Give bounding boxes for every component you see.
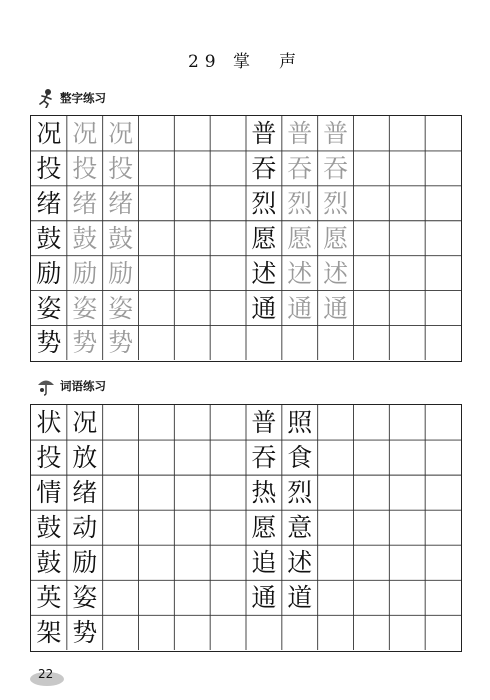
- grid-character-cell: 姿: [108, 293, 134, 323]
- practice-grid-word: [30, 404, 462, 652]
- grid-character-cell: 况: [36, 118, 62, 148]
- grid-character-cell: 普: [251, 118, 277, 148]
- grid-character-cell: 普: [251, 408, 277, 438]
- grid-character-cell: 普: [323, 118, 349, 148]
- grid-character-cell: 通: [251, 583, 277, 613]
- grid-character-cell: 鼓: [72, 223, 98, 253]
- grid-character-cell: [246, 615, 282, 650]
- grid-character-cell: 愿: [287, 223, 313, 253]
- grid-character-cell: 愿: [251, 223, 277, 253]
- page-number: 22: [38, 667, 54, 681]
- grid-character-cell: 烈: [251, 188, 277, 218]
- grid-character-cell: 势: [108, 328, 134, 358]
- grid-character-cell: 吞: [251, 153, 277, 183]
- umbrella-figure-icon: [36, 376, 56, 396]
- grid-character-cell: 烈: [287, 188, 313, 218]
- grid-character-cell: 普: [287, 118, 313, 148]
- grid-character-cell: 吞: [251, 443, 277, 473]
- grid-character-cell: [318, 325, 354, 360]
- grid-character-cell: 绪: [72, 188, 98, 218]
- grid-character-cell: 食: [287, 443, 313, 473]
- grid-character-cell: 鼓: [36, 513, 62, 543]
- grid-character-cell: 投: [36, 153, 62, 183]
- grid-character-cell: 通: [323, 293, 349, 323]
- grid-character-cell: 状: [36, 408, 62, 438]
- grid-character-cell: 姿: [36, 293, 62, 323]
- grid-character-cell: 势: [36, 328, 62, 358]
- grid-character-cell: 述: [287, 258, 313, 288]
- grid-character-cell: 况: [72, 118, 98, 148]
- grid-character-cell: 愿: [323, 223, 349, 253]
- grid-character-cell: 烈: [323, 188, 349, 218]
- grid-character-cell: 绪: [36, 188, 62, 218]
- grid-character-cell: 鼓: [108, 223, 134, 253]
- grid-character-cell: 吞: [287, 153, 313, 183]
- section-heading-word-practice: [36, 376, 106, 396]
- running-figure-icon: [36, 88, 56, 108]
- grid-character-cell: 照: [287, 408, 313, 438]
- grid-character-cell: [282, 615, 318, 650]
- grid-character-cell: 鼓: [36, 548, 62, 578]
- grid-character-cell: 绪: [72, 478, 98, 508]
- grid-character-cell: 励: [72, 258, 98, 288]
- grid-character-cell: 放: [72, 443, 98, 473]
- grid-character-cell: 愿: [251, 513, 277, 543]
- grid-character-cell: 通: [251, 293, 277, 323]
- grid-character-cell: 述: [251, 258, 277, 288]
- grid-character-cell: 况: [72, 408, 98, 438]
- grid-character-cell: 通: [287, 293, 313, 323]
- grid-character-cell: 动: [72, 513, 98, 543]
- grid-character-cell: 绪: [108, 188, 134, 218]
- grid-character-cell: 励: [36, 258, 62, 288]
- grid-character-cell: [282, 325, 318, 360]
- grid-character-cell: 姿: [72, 293, 98, 323]
- grid-character-cell: 鼓: [36, 223, 62, 253]
- grid-character-cell: 投: [36, 443, 62, 473]
- section-heading-whole-character: [36, 88, 106, 108]
- grid-character-cell: 励: [72, 548, 98, 578]
- grid-character-cell: 热: [251, 478, 277, 508]
- grid-character-cell: 追: [251, 548, 277, 578]
- section-heading-label: 整字练习: [60, 91, 106, 105]
- grid-character-cell: 投: [72, 153, 98, 183]
- grid-character-cell: 架: [36, 618, 62, 648]
- grid-character-cell: 吞: [323, 153, 349, 183]
- grid-character-cell: 情: [36, 478, 62, 508]
- grid-character-cell: 意: [287, 513, 313, 543]
- grid-character-cell: 励: [108, 258, 134, 288]
- grid-character-cell: 况: [108, 118, 134, 148]
- grid-character-cell: [246, 325, 282, 360]
- grid-character-cell: 述: [323, 258, 349, 288]
- page-title: 29 掌 声: [187, 52, 303, 72]
- section-heading-label: 词语练习: [60, 379, 106, 393]
- grid-character-cell: 道: [287, 583, 313, 613]
- grid-character-cell: 述: [287, 548, 313, 578]
- grid-character-cell: 势: [72, 618, 98, 648]
- grid-character-cell: 烈: [287, 478, 313, 508]
- grid-character-cell: 投: [108, 153, 134, 183]
- practice-grid-whole-character: [30, 115, 462, 362]
- grid-character-cell: 势: [72, 328, 98, 358]
- grid-character-cell: 英: [36, 583, 62, 613]
- grid-character-cell: 姿: [72, 583, 98, 613]
